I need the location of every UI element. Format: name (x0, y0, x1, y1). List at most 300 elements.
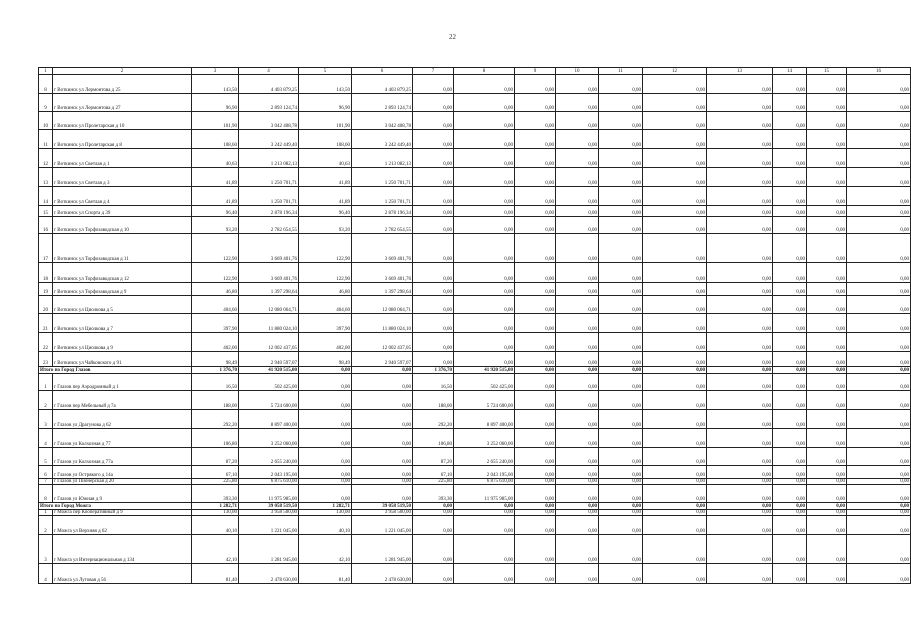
value-cell: 1 213 082,13 (352, 149, 413, 168)
value-cell: 0,00 (599, 314, 643, 333)
value-cell: 11 975 985,00 (454, 485, 515, 503)
value-cell: 0,00 (707, 296, 773, 314)
total-value-cell: 0,00 (352, 367, 413, 374)
value-cell: 12 080 064,71 (239, 296, 299, 314)
total-value-cell: 0,00 (515, 503, 556, 510)
value-cell: 0,00 (515, 217, 556, 234)
value-cell: 0,00 (599, 510, 643, 516)
value-cell: 0,00 (299, 391, 352, 410)
column-number: 7 (413, 68, 454, 75)
value-cell: 0,00 (643, 314, 707, 333)
value-cell: 0,00 (847, 333, 911, 352)
value-cell: 0,00 (807, 448, 847, 466)
value-cell: 0,00 (352, 466, 413, 479)
column-number: 3 (192, 68, 239, 75)
value-cell: 130,00 (192, 510, 239, 516)
row-number-cell: 5 (39, 448, 53, 466)
total-value-cell: 0,00 (454, 503, 515, 510)
value-cell: 0,00 (454, 296, 515, 314)
column-number: 10 (556, 68, 599, 75)
value-cell: 0,00 (454, 352, 515, 367)
value-cell: 0,00 (807, 352, 847, 367)
column-number: 8 (454, 68, 515, 75)
total-value-cell: 0,00 (599, 367, 643, 374)
value-cell: 0,00 (515, 314, 556, 333)
value-cell: 0,00 (515, 410, 556, 429)
address-cell: г Глазов ул Драгунова д 62 (53, 410, 192, 429)
value-cell: 0,00 (807, 391, 847, 410)
value-cell: 16,50 (413, 374, 454, 391)
value-cell: 4 403 879,25 (352, 75, 413, 94)
address-cell: г Воткинск ул Торфозаводская д 11 (53, 234, 192, 263)
value-cell: 0,00 (643, 466, 707, 479)
value-cell: 0,00 (707, 314, 773, 333)
value-cell: 106,80 (413, 429, 454, 448)
value-cell: 0,00 (773, 94, 807, 112)
value-cell: 1 250 701,71 (352, 187, 413, 206)
table-row (39, 410, 911, 429)
row-number-cell: 7 (39, 479, 53, 485)
value-cell: 0,00 (556, 391, 599, 410)
value-cell: 0,00 (515, 448, 556, 466)
value-cell: 0,00 (847, 314, 911, 333)
address-cell: г Воткинск ул Светлая д 3 (53, 168, 192, 187)
total-label: Итого по Город Можга (39, 503, 192, 510)
value-cell: 0,00 (773, 75, 807, 94)
table-row (39, 374, 911, 391)
value-cell: 0,00 (807, 510, 847, 516)
column-number: 15 (807, 68, 847, 75)
value-cell: 41,89 (299, 168, 352, 187)
address-cell: г Глазов ул Пионерская д 20 (53, 479, 192, 485)
value-cell: 41,89 (299, 187, 352, 206)
address-cell: г Воткинск ул Пролетарская д 8 (53, 130, 192, 149)
value-cell: 3 958 500,00 (352, 510, 413, 516)
address-cell: г Воткинск ул Чайковского д 91 (53, 352, 192, 367)
value-cell: 0,00 (413, 352, 454, 367)
row-number-cell: 15 (39, 206, 53, 217)
total-value-cell: 0,00 (807, 503, 847, 510)
value-cell: 40,10 (299, 516, 352, 535)
value-cell: 0,00 (599, 466, 643, 479)
value-cell: 6 875 610,00 (454, 479, 515, 485)
value-cell: 0,00 (643, 429, 707, 448)
value-cell: 0,00 (599, 374, 643, 391)
value-cell: 0,00 (556, 374, 599, 391)
value-cell: 292,20 (192, 410, 239, 429)
value-cell: 0,00 (413, 283, 454, 296)
value-cell: 0,00 (556, 206, 599, 217)
row-number-cell: 3 (39, 535, 53, 564)
table-body (39, 68, 911, 584)
row-number-cell: 4 (39, 564, 53, 584)
value-cell: 0,00 (707, 149, 773, 168)
value-cell: 0,00 (773, 283, 807, 296)
value-cell: 0,00 (643, 296, 707, 314)
value-cell: 0,00 (515, 485, 556, 503)
value-cell: 6 875 610,00 (239, 479, 299, 485)
value-cell: 12 080 064,71 (352, 296, 413, 314)
value-cell: 225,80 (413, 479, 454, 485)
value-cell: 0,00 (773, 479, 807, 485)
value-cell: 0,00 (707, 479, 773, 485)
value-cell: 0,00 (643, 149, 707, 168)
value-cell: 0,00 (847, 485, 911, 503)
value-cell: 0,00 (707, 410, 773, 429)
value-cell: 0,00 (847, 217, 911, 234)
value-cell: 81,40 (299, 564, 352, 584)
value-cell: 397,90 (192, 314, 239, 333)
value-cell: 393,30 (413, 485, 454, 503)
value-cell: 0,00 (454, 283, 515, 296)
value-cell: 402,00 (192, 333, 239, 352)
value-cell: 0,00 (773, 374, 807, 391)
value-cell: 0,00 (413, 94, 454, 112)
value-cell: 0,00 (556, 217, 599, 234)
value-cell: 0,00 (773, 466, 807, 479)
row-number-cell: 20 (39, 296, 53, 314)
row-number-cell: 6 (39, 466, 53, 479)
value-cell: 0,00 (556, 410, 599, 429)
value-cell: 0,00 (556, 263, 599, 283)
value-cell: 0,00 (847, 296, 911, 314)
column-number: 9 (515, 68, 556, 75)
value-cell: 2 782 654,55 (352, 217, 413, 234)
value-cell: 3 042 408,78 (352, 112, 413, 130)
table-row (39, 429, 911, 448)
value-cell: 0,00 (413, 234, 454, 263)
value-cell: 0,00 (599, 535, 643, 564)
value-cell: 0,00 (413, 263, 454, 283)
value-cell: 41,89 (192, 168, 239, 187)
value-cell: 2 893 124,74 (352, 94, 413, 112)
value-cell: 0,00 (643, 485, 707, 503)
total-value-cell: 0,00 (707, 503, 773, 510)
value-cell: 0,00 (847, 130, 911, 149)
table-row (39, 352, 911, 367)
value-cell: 0,00 (807, 374, 847, 391)
value-cell: 0,00 (773, 206, 807, 217)
table-row (39, 168, 911, 187)
value-cell: 0,00 (515, 296, 556, 314)
value-cell: 0,00 (413, 564, 454, 584)
value-cell: 404,60 (299, 296, 352, 314)
value-cell: 502 425,00 (239, 374, 299, 391)
report-table-container (38, 67, 909, 584)
value-cell: 0,00 (773, 564, 807, 584)
value-cell: 1 397 298,64 (239, 283, 299, 296)
value-cell: 0,00 (643, 94, 707, 112)
address-cell: г Глазов пер Мебельный д 7а (53, 391, 192, 410)
value-cell: 0,00 (773, 130, 807, 149)
value-cell: 0,00 (352, 410, 413, 429)
value-cell: 0,00 (299, 410, 352, 429)
value-cell: 188,00 (192, 391, 239, 410)
value-cell: 0,00 (454, 112, 515, 130)
value-cell: 16,50 (192, 374, 239, 391)
value-cell: 93,20 (192, 217, 239, 234)
value-cell: 1 250 701,71 (239, 187, 299, 206)
value-cell: 0,00 (515, 535, 556, 564)
value-cell: 0,00 (556, 112, 599, 130)
value-cell: 0,00 (556, 168, 599, 187)
row-number-cell: 18 (39, 263, 53, 283)
table-row (39, 94, 911, 112)
address-cell: г Глазов ул Южная д 9 (53, 485, 192, 503)
value-cell: 0,00 (643, 112, 707, 130)
value-cell: 0,00 (454, 187, 515, 206)
value-cell: 1 221 045,00 (239, 516, 299, 535)
value-cell: 0,00 (515, 333, 556, 352)
value-cell: 0,00 (807, 429, 847, 448)
column-number: 4 (239, 68, 299, 75)
total-value-cell: 0,00 (413, 503, 454, 510)
value-cell: 143,50 (192, 75, 239, 94)
value-cell: 0,00 (599, 448, 643, 466)
value-cell: 0,00 (643, 510, 707, 516)
value-cell: 0,00 (515, 168, 556, 187)
value-cell: 0,00 (773, 448, 807, 466)
value-cell: 0,00 (707, 112, 773, 130)
value-cell: 122,90 (299, 263, 352, 283)
column-number: 6 (352, 68, 413, 75)
total-value-cell: 0,00 (515, 367, 556, 374)
value-cell: 0,00 (599, 391, 643, 410)
value-cell: 3 252 060,00 (239, 429, 299, 448)
value-cell: 42,10 (192, 535, 239, 564)
row-number-cell: 4 (39, 429, 53, 448)
value-cell: 0,00 (847, 374, 911, 391)
value-cell: 81,40 (192, 564, 239, 584)
value-cell: 402,00 (299, 333, 352, 352)
value-cell: 0,00 (643, 234, 707, 263)
value-cell: 0,00 (847, 516, 911, 535)
value-cell: 0,00 (352, 479, 413, 485)
value-cell: 0,00 (599, 516, 643, 535)
value-cell: 0,00 (807, 75, 847, 94)
value-cell: 0,00 (454, 314, 515, 333)
value-cell: 0,00 (773, 410, 807, 429)
value-cell: 5 724 600,00 (239, 391, 299, 410)
value-cell: 11 880 024,10 (239, 314, 299, 333)
column-number: 16 (847, 68, 911, 75)
value-cell: 0,00 (643, 479, 707, 485)
value-cell: 0,00 (847, 429, 911, 448)
value-cell: 0,00 (807, 187, 847, 206)
value-cell: 101,90 (192, 112, 239, 130)
value-cell: 1 213 082,13 (239, 149, 299, 168)
total-value-cell: 1 376,70 (413, 367, 454, 374)
value-cell: 0,00 (847, 466, 911, 479)
table-row (39, 535, 911, 564)
value-cell: 0,00 (707, 448, 773, 466)
row-number-cell: 1 (39, 510, 53, 516)
address-cell: г Воткинск ул Циолкова д 9 (53, 333, 192, 352)
value-cell: 96,40 (299, 206, 352, 217)
table-row (39, 234, 911, 263)
value-cell: 0,00 (807, 217, 847, 234)
value-cell: 0,00 (556, 283, 599, 296)
value-cell: 3 252 060,00 (454, 429, 515, 448)
value-cell: 0,00 (847, 187, 911, 206)
value-cell: 11 975 985,00 (239, 485, 299, 503)
value-cell: 0,00 (454, 206, 515, 217)
value-cell: 0,00 (556, 516, 599, 535)
value-cell: 0,00 (515, 374, 556, 391)
value-cell: 0,00 (599, 149, 643, 168)
value-cell: 96,90 (299, 94, 352, 112)
value-cell: 0,00 (556, 187, 599, 206)
value-cell: 0,00 (515, 187, 556, 206)
value-cell: 292,20 (413, 410, 454, 429)
value-cell: 0,00 (847, 448, 911, 466)
value-cell: 0,00 (556, 485, 599, 503)
row-number-cell: 2 (39, 516, 53, 535)
value-cell: 67,10 (413, 466, 454, 479)
value-cell: 0,00 (515, 516, 556, 535)
value-cell: 0,00 (643, 217, 707, 234)
address-cell: г Можга ул Интернациональная д 134 (53, 535, 192, 564)
total-label: Итого по Город Глазов (39, 367, 192, 374)
table-row (39, 314, 911, 333)
value-cell: 0,00 (515, 149, 556, 168)
total-value-cell: 39 058 519,50 (352, 503, 413, 510)
value-cell: 0,00 (847, 263, 911, 283)
value-cell: 0,00 (847, 564, 911, 584)
value-cell: 0,00 (707, 510, 773, 516)
value-cell: 3 669 401,76 (239, 263, 299, 283)
value-cell: 0,00 (707, 168, 773, 187)
value-cell: 225,80 (192, 479, 239, 485)
address-cell: г Глазов пер Аэродромный д 1 (53, 374, 192, 391)
value-cell: 0,00 (599, 485, 643, 503)
table-row (39, 263, 911, 283)
value-cell: 46,80 (192, 283, 239, 296)
value-cell: 0,00 (807, 564, 847, 584)
address-cell: г Воткинск ул Торфозаводская д 10 (53, 217, 192, 234)
value-cell: 0,00 (847, 149, 911, 168)
address-cell: г Можга ул Верхняя д 62 (53, 516, 192, 535)
value-cell: 0,00 (773, 168, 807, 187)
value-cell: 2 478 630,00 (352, 564, 413, 584)
value-cell: 0,00 (807, 516, 847, 535)
total-value-cell: 0,00 (599, 503, 643, 510)
value-cell: 2 655 240,00 (239, 448, 299, 466)
row-number-cell: 1 (39, 374, 53, 391)
value-cell: 0,00 (707, 429, 773, 448)
value-cell: 0,00 (556, 466, 599, 479)
value-cell: 0,00 (599, 206, 643, 217)
value-cell: 41,89 (192, 187, 239, 206)
value-cell: 0,00 (807, 112, 847, 130)
value-cell: 0,00 (556, 314, 599, 333)
row-number-cell: 19 (39, 283, 53, 296)
address-cell: г Глазов ул Колхозная д 77а (53, 448, 192, 466)
value-cell: 0,00 (807, 535, 847, 564)
value-cell: 3 242 449,40 (239, 130, 299, 149)
value-cell: 397,90 (299, 314, 352, 333)
value-cell: 108,60 (192, 130, 239, 149)
value-cell: 0,00 (556, 94, 599, 112)
value-cell: 0,00 (599, 94, 643, 112)
address-cell: г Можга ул Луговая д 56 (53, 564, 192, 584)
table-row (39, 516, 911, 535)
value-cell: 40,63 (299, 149, 352, 168)
address-cell: г Глазов ул Колхозная д 77 (53, 429, 192, 448)
value-cell: 0,00 (847, 391, 911, 410)
value-cell: 0,00 (643, 352, 707, 367)
value-cell: 0,00 (599, 234, 643, 263)
row-number-cell: 3 (39, 410, 53, 429)
value-cell: 0,00 (707, 564, 773, 584)
value-cell: 0,00 (773, 333, 807, 352)
value-cell: 0,00 (454, 333, 515, 352)
value-cell: 0,00 (556, 479, 599, 485)
address-cell: г Воткинск ул Торфозаводская д 9 (53, 283, 192, 296)
value-cell: 0,00 (515, 429, 556, 448)
value-cell: 46,80 (299, 283, 352, 296)
value-cell: 0,00 (643, 263, 707, 283)
row-number-cell: 13 (39, 168, 53, 187)
total-value-cell: 1 282,71 (192, 503, 239, 510)
value-cell: 0,00 (773, 391, 807, 410)
value-cell: 0,00 (773, 187, 807, 206)
value-cell: 0,00 (515, 130, 556, 149)
value-cell: 0,00 (807, 263, 847, 283)
value-cell: 0,00 (299, 448, 352, 466)
value-cell: 0,00 (599, 75, 643, 94)
row-number-cell: 8 (39, 75, 53, 94)
value-cell: 0,00 (707, 217, 773, 234)
row-number-cell: 14 (39, 187, 53, 206)
value-cell: 11 880 024,10 (352, 314, 413, 333)
value-cell: 3 242 449,40 (352, 130, 413, 149)
value-cell: 0,00 (847, 234, 911, 263)
column-number-row (39, 68, 911, 75)
value-cell: 0,00 (773, 352, 807, 367)
value-cell: 0,00 (707, 516, 773, 535)
value-cell: 3 669 401,76 (352, 263, 413, 283)
column-number: 11 (599, 68, 643, 75)
value-cell: 0,00 (643, 283, 707, 296)
value-cell: 0,00 (454, 168, 515, 187)
value-cell: 108,60 (299, 130, 352, 149)
value-cell: 0,00 (643, 410, 707, 429)
value-cell: 0,00 (413, 75, 454, 94)
value-cell: 0,00 (556, 564, 599, 584)
value-cell: 0,00 (847, 510, 911, 516)
total-value-cell: 1 282,71 (299, 503, 352, 510)
value-cell: 0,00 (413, 516, 454, 535)
value-cell: 67,10 (192, 466, 239, 479)
value-cell: 0,00 (454, 234, 515, 263)
table-row (39, 130, 911, 149)
value-cell: 4 403 879,25 (239, 75, 299, 94)
value-cell: 0,00 (847, 112, 911, 130)
value-cell: 0,00 (299, 466, 352, 479)
address-cell: г Воткинск ул Пролетарская д 10 (53, 112, 192, 130)
address-cell: г Воткинск ул Торфозаводская д 12 (53, 263, 192, 283)
value-cell: 0,00 (413, 187, 454, 206)
value-cell: 1 397 298,64 (352, 283, 413, 296)
value-cell: 1 281 945,00 (239, 535, 299, 564)
value-cell: 2 043 195,00 (239, 466, 299, 479)
total-value-cell: 41 920 515,00 (239, 367, 299, 374)
value-cell: 0,00 (707, 206, 773, 217)
value-cell: 87,20 (413, 448, 454, 466)
value-cell: 0,00 (515, 352, 556, 367)
value-cell: 98,49 (299, 352, 352, 367)
